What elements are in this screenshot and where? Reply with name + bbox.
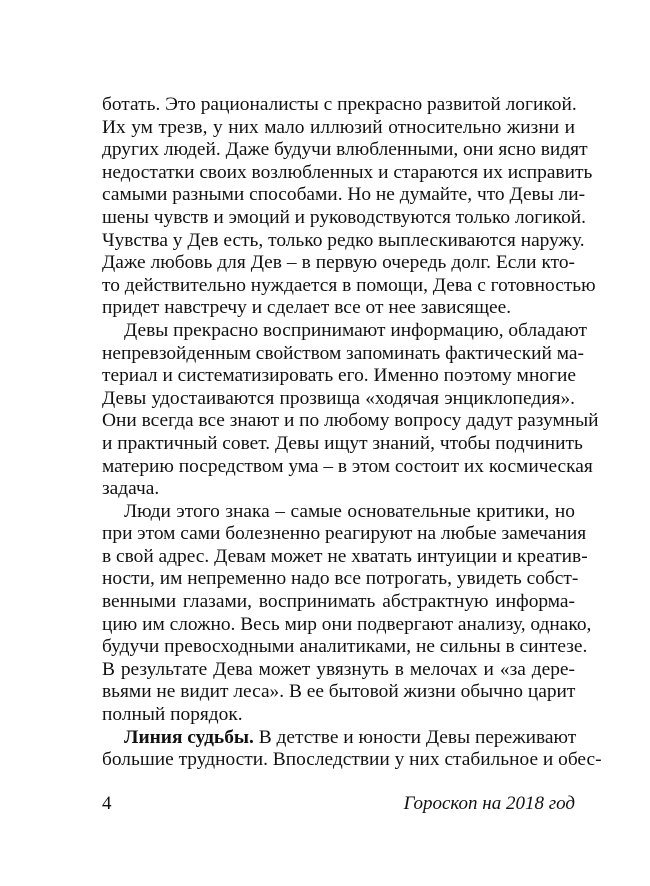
paragraph [102, 726, 602, 772]
line-text: цию им сложно. Весь мир они подвергают анализу, однако, [102, 613, 592, 635]
page-number: 4 [102, 793, 112, 814]
text-line [102, 681, 575, 704]
text-line [102, 501, 575, 524]
text-line [102, 206, 586, 230]
text-line [102, 319, 587, 343]
text-line [102, 342, 584, 366]
text-line [102, 94, 575, 117]
line-text: Девы прекрасно воспринимают информацию, обладают [124, 319, 587, 341]
line-text: венными глазами, воспринимать абстрактную информа- [102, 591, 575, 613]
text-line [102, 388, 575, 411]
text-line [102, 591, 575, 614]
line-text: шены чувств и эмоций и руководствуются только логикой. [102, 206, 586, 228]
line-text: Их ум трезв, у них мало иллюзий относительно жизни и [102, 116, 575, 138]
text-line [102, 432, 583, 456]
text-line [102, 184, 586, 207]
line-text: других людей. Даже будучи влюбленными, они ясно видят [102, 139, 588, 161]
running-title: Гороскоп на 2018 год [403, 793, 575, 814]
line-text: недостатки своих возлюбленных и стараются их исправить [102, 161, 593, 183]
line-text: Девы удостаиваются прозвища «ходячая энциклопедия». [102, 387, 575, 409]
text-line [102, 749, 602, 772]
text-line [102, 478, 575, 501]
text-line [102, 659, 575, 682]
line-text: то действительно нуждается в помощи, Дева с готовностью [102, 274, 596, 296]
line-text: при этом сами болезненно реагируют на любые замечания [102, 523, 587, 545]
text-line [102, 727, 575, 750]
text-line [102, 117, 575, 140]
line-text: материю посредством ума – в этом состоит их космическая [102, 455, 593, 477]
text-line [102, 274, 596, 298]
text-line [102, 455, 593, 479]
line-text: Чувства у Дев есть, только редко выплескиваются наружу. [102, 229, 585, 251]
line-text: ботать. Это рационалисты с прекрасно развитой логикой. [102, 94, 577, 115]
line-text: вьями не видит леса». В ее бытовой жизни обычно царит [102, 681, 576, 703]
line-text: самыми разными способами. Но не думайте, что Девы ли- [102, 184, 586, 206]
text-line [102, 161, 593, 185]
line-text: и практичный совет. Девы ищут знаний, чтобы подчинить [102, 432, 583, 454]
text-line [102, 568, 579, 591]
section-heading: Линия судьбы. [124, 726, 254, 748]
text-line [102, 365, 575, 388]
line-text: В детстве и юности Девы переживают [258, 726, 577, 748]
text-line [102, 297, 575, 320]
paragraph [102, 319, 599, 501]
text-line [102, 636, 588, 659]
paragraph [102, 94, 596, 320]
text-line [102, 252, 575, 275]
text-line [102, 704, 575, 727]
line-text: придет навстречу и сделает все от нее зависящее. [102, 297, 512, 319]
text-line [102, 410, 599, 433]
text-line [102, 545, 588, 569]
text-line [102, 139, 588, 162]
text-line [102, 523, 587, 546]
line-text: в свой адрес. Девам может не хватать интуиции и креатив- [102, 545, 588, 567]
line-text: Люди этого знака – самые основательные критики, но [124, 500, 575, 522]
line-text: териал и систематизировать его. Именно поэтому многие [102, 365, 576, 387]
line-text: будучи превосходными аналитиками, не сильны в синтезе. [102, 636, 588, 658]
line-text: полный порядок. [102, 704, 243, 726]
line-text: большие трудности. Впоследствии у них стабильное и обес- [102, 749, 602, 771]
text-line [102, 229, 585, 253]
page-footer [102, 792, 575, 816]
line-text: ности, им непременно надо все потрогать, увидеть собст- [102, 568, 579, 590]
text-line [102, 613, 592, 637]
page-body [102, 94, 602, 772]
line-text: Даже любовь для Дев – в первую очередь долг. Если кто- [102, 252, 575, 274]
line-text: задача. [102, 478, 160, 500]
paragraph [102, 500, 592, 727]
line-text: Они всегда все знают и по любому вопросу дадут разумный [102, 410, 599, 432]
line-text: непревзойденным свойством запоминать фактический ма- [102, 342, 584, 364]
line-text: В результате Дева может увязнуть в мелочах и «за дере- [102, 658, 575, 680]
